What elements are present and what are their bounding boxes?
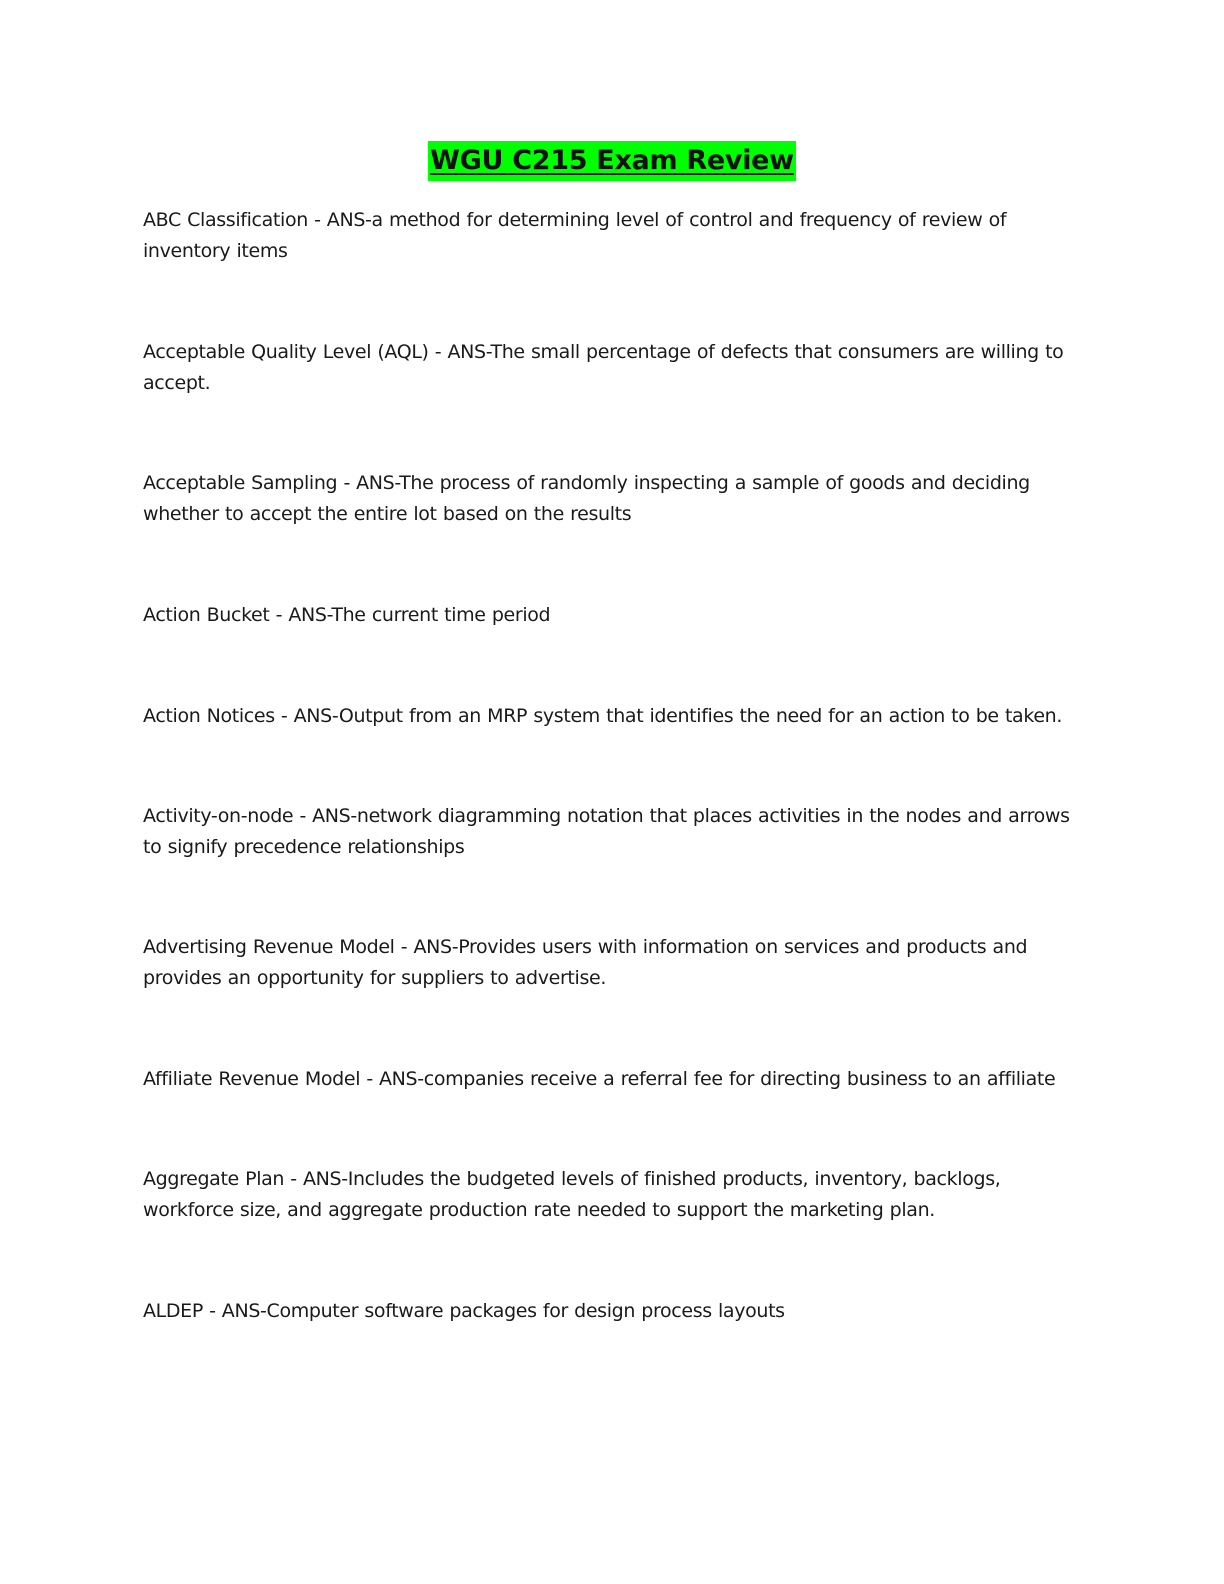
document-title: WGU C215 Exam Review xyxy=(428,141,796,181)
glossary-entry-affiliate-revenue-model: Affiliate Revenue Model - ANS-companies receive a referral fee for directing business to an affiliate xyxy=(143,1068,1056,1090)
glossary-entry-aql: Acceptable Quality Level (AQL) - ANS-The small percentage of defects that consumers are willing to accept. xyxy=(143,341,1064,394)
glossary-entry-aldep: ALDEP - ANS-Computer software packages for design process layouts xyxy=(143,1300,785,1322)
glossary-entry-abc-classification: ABC Classification - ANS-a method for determining level of control and frequency of review of inventory items xyxy=(143,209,1007,262)
glossary-entry-activity-on-node: Activity-on-node - ANS-network diagramming notation that places activities in the nodes and arrows to signify precedence relationships xyxy=(143,805,1070,858)
glossary-entry-acceptable-sampling: Acceptable Sampling - ANS-The process of randomly inspecting a sample of goods and deciding whether to accept the entire lot based on the results xyxy=(143,472,1030,525)
glossary-entry-action-bucket: Action Bucket - ANS-The current time period xyxy=(143,604,551,626)
glossary-entry-aggregate-plan: Aggregate Plan - ANS-Includes the budgeted levels of finished products, inventory, backlogs, workforce size, and aggregate production rate needed to support the marketing plan. xyxy=(143,1168,1001,1221)
title-container xyxy=(0,141,1224,181)
glossary-entry-advertising-revenue-model: Advertising Revenue Model - ANS-Provides users with information on services and products and provides an opportunity for suppliers to advertise. xyxy=(143,936,1028,989)
glossary-entry-action-notices: Action Notices - ANS-Output from an MRP system that identifies the need for an action to be taken. xyxy=(143,705,1063,727)
